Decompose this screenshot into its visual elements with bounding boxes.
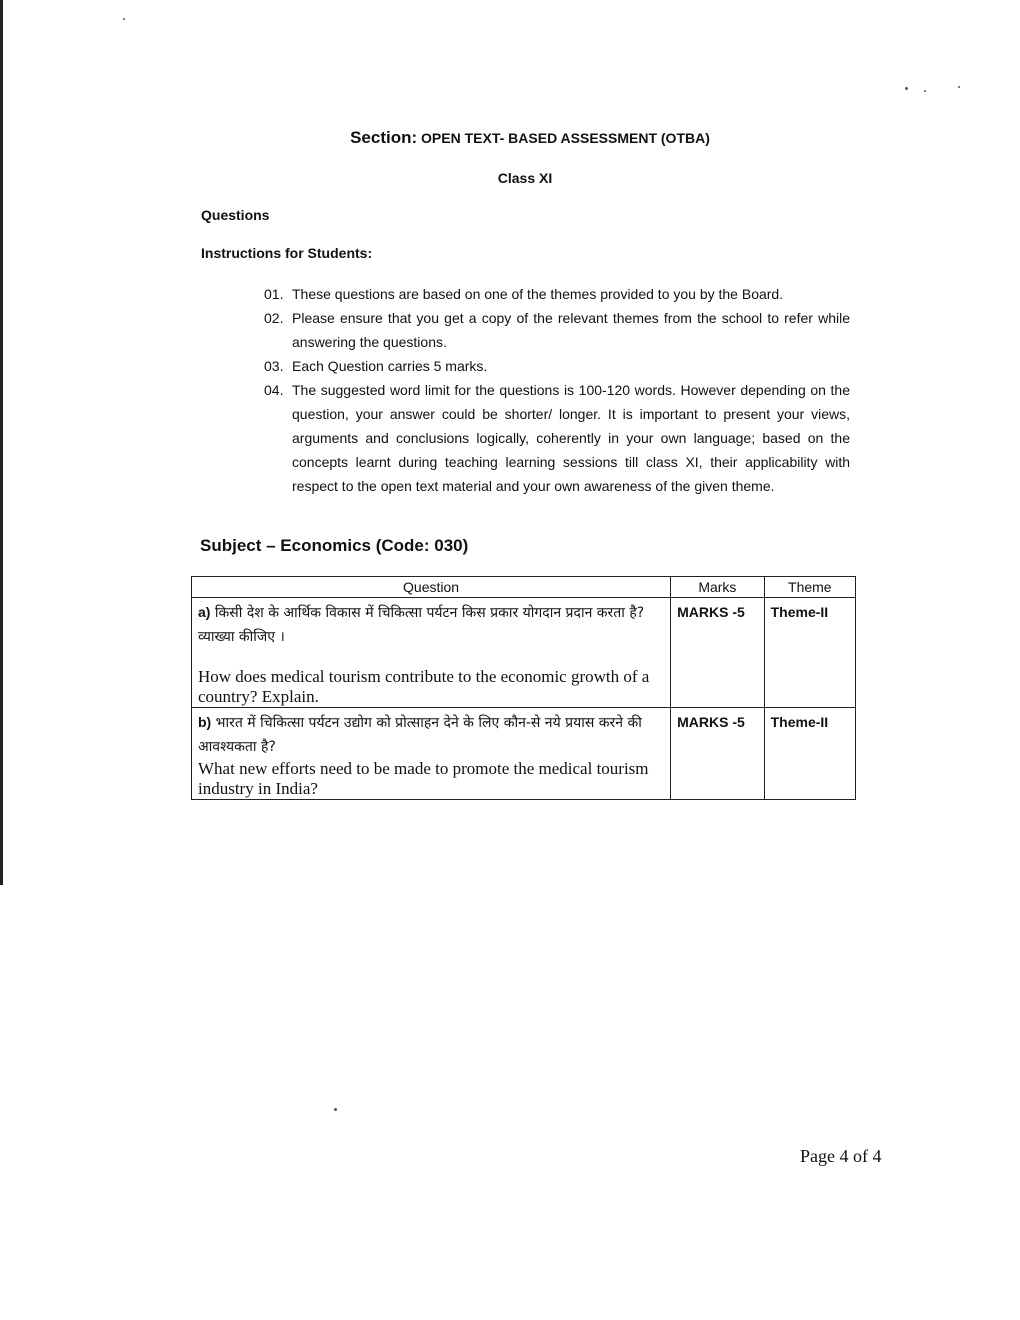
table-header-row (192, 577, 856, 598)
theme-column-header: Theme (764, 577, 855, 598)
section-label: Section: (350, 128, 418, 147)
theme-cell: Theme-II (764, 708, 855, 800)
page-number: Page 4 of 4 (800, 1146, 882, 1166)
question-english-text: What new efforts need to be made to promote the medical tourism industry in India? (198, 759, 649, 798)
instruction-number: 02. (264, 310, 284, 326)
instructions-heading: Instructions for Students: (201, 245, 373, 261)
subject-heading: Subject – Economics (Code: 030) (200, 536, 469, 555)
question-hindi (198, 598, 664, 649)
instruction-number: 01. (264, 286, 284, 302)
question-label: a) (198, 604, 211, 620)
section-title (0, 128, 1020, 148)
marks-cell: MARKS -5 (671, 708, 764, 800)
instruction-text: Each Question carries 5 marks. (292, 358, 488, 374)
instructions-list (264, 282, 850, 498)
class-label: Class XI (497, 170, 553, 186)
marks-cell: MARKS -5 (671, 598, 764, 708)
question-cell (192, 598, 671, 708)
scan-speck (924, 90, 926, 92)
scan-speck (958, 86, 960, 88)
question-cell (192, 708, 671, 800)
table-row (192, 708, 856, 800)
instruction-number: 04. (264, 382, 284, 398)
instruction-text: These questions are based on one of the themes provided to you by the Board. (292, 286, 784, 302)
section-name: OPEN TEXT- BASED ASSESSMENT (OTBA) (421, 130, 710, 146)
theme-cell: Theme-II (764, 598, 855, 708)
instruction-item (264, 354, 850, 378)
question-hindi-text: भारत में चिकित्सा पर्यटन उद्योग को प्रोत्साहन देने के लिए कौन-से नये प्रयास करने की आवश्यकता है? (198, 715, 642, 755)
questions-table (191, 576, 856, 800)
scan-speck (123, 18, 125, 20)
question-hindi (198, 708, 664, 759)
scan-speck (334, 1108, 337, 1111)
table-row (192, 598, 856, 708)
instruction-item (264, 306, 850, 354)
instruction-number: 03. (264, 358, 284, 374)
instruction-item (264, 378, 850, 498)
instruction-text: Please ensure that you get a copy of the relevant themes from the school to refer while answering the questions. (292, 310, 850, 350)
question-english-text: How does medical tourism contribute to the economic growth of a country? Explain. (198, 667, 650, 706)
instruction-text: The suggested word limit for the questions is 100-120 words. However depending on the question, your answer could be shorter/ longer. It is important to present your views, arguments and conclusions logically, coherently in your own language; based on the concepts learnt during teaching learning sessions till class XI, their applicability with respect to the open text material and your own awareness of the given theme. (292, 382, 850, 494)
question-label: b) (198, 714, 212, 730)
question-hindi-text: किसी देश के आर्थिक विकास में चिकित्सा पर्यटन किस प्रकार योगदान प्रदान करता है? व्याख्या कीजिए । (198, 605, 645, 645)
scan-speck (905, 87, 908, 90)
instruction-item (264, 282, 850, 306)
questions-heading: Questions (201, 207, 270, 223)
question-column-header: Question (192, 577, 671, 598)
marks-column-header: Marks (671, 577, 764, 598)
